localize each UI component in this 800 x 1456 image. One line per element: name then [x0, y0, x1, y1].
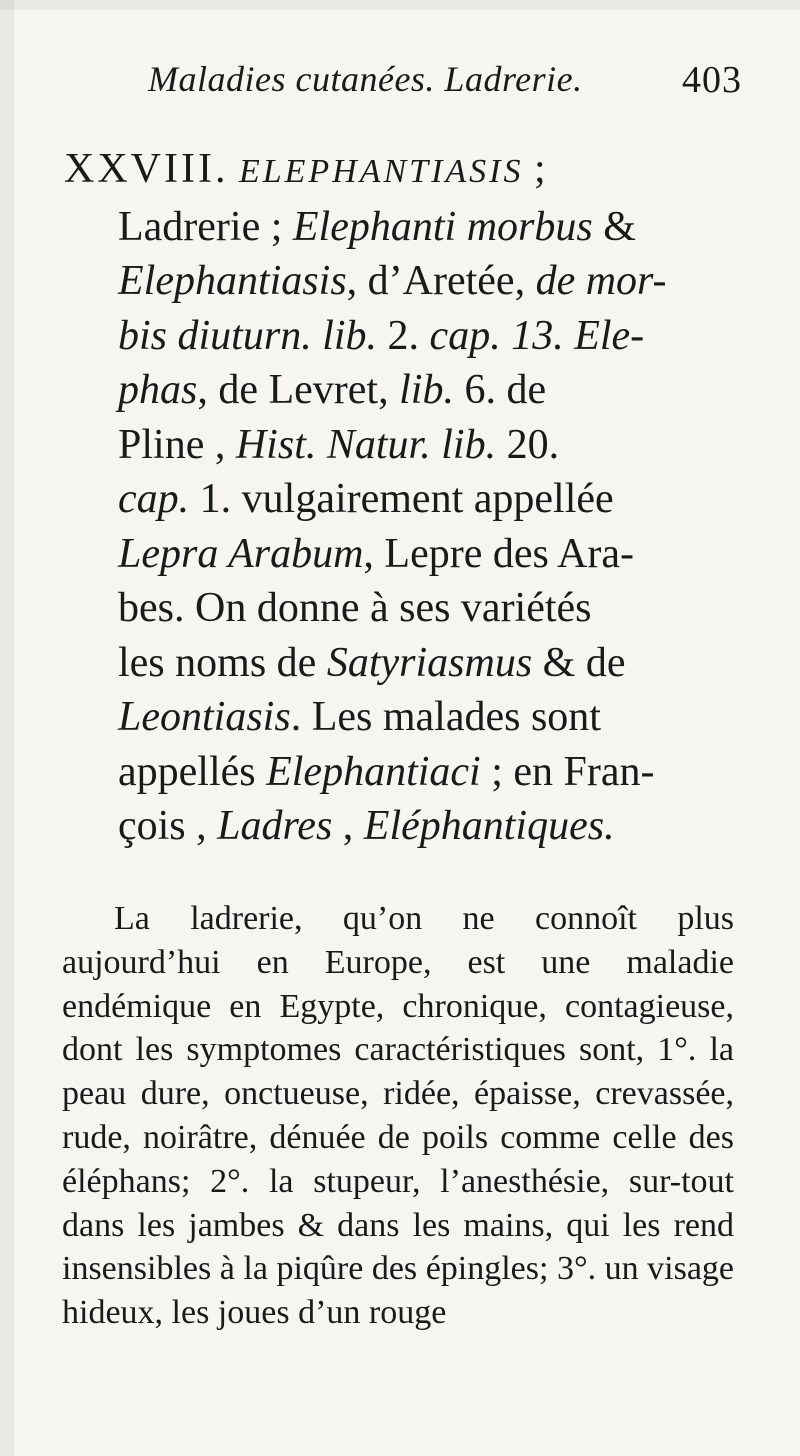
entry-latin: Elephantiasis: [118, 258, 347, 304]
entry-latin: Satyriasmus: [326, 639, 533, 686]
entry-latin: Lepra Arabum: [118, 530, 364, 577]
entry-text: Ladrerie ;: [118, 203, 293, 250]
entry-line-5: [64, 363, 748, 418]
entry-latin: Elephanti morbus: [292, 203, 593, 250]
entry-latin: Ladres: [217, 803, 333, 849]
entry-latin: de mor-: [535, 258, 667, 304]
entry-latin: Hist. Natur. lib.: [235, 421, 497, 468]
entry-latin: cap.: [118, 476, 190, 522]
entry-text: ; en Fran-: [480, 748, 655, 795]
running-title: Maladies cutanées. Ladrerie.: [148, 59, 583, 99]
entry-line-10: [64, 636, 748, 691]
entry-line-3: [64, 254, 748, 309]
entry-text: , de Levret,: [197, 367, 400, 413]
entry-text: 20.: [496, 421, 560, 468]
entry-line-2: [64, 200, 748, 255]
entry-latin: lib.: [399, 367, 454, 413]
entry-latin: Leontiasis: [118, 694, 291, 740]
entry-line-6: [64, 418, 748, 473]
entry-text: & de: [532, 639, 626, 686]
entry-line-11: [64, 690, 748, 745]
entry-latin: Elephantiaci: [266, 748, 481, 795]
page-number: 403: [682, 59, 742, 101]
entry-text: Pline ,: [118, 421, 236, 468]
page-edge-shadow: [0, 0, 14, 1456]
entry-text: çois ,: [118, 803, 218, 849]
entry-text: &: [592, 203, 636, 250]
entry-line-7: [64, 472, 748, 527]
entry-number: XXVIII.: [64, 146, 229, 192]
entry-text: , d’Aretée,: [346, 258, 536, 304]
entry-line-8: [64, 527, 748, 582]
body-paragraph: La ladrerie, qu’on ne connoît plus aujourd’hui en Europe, est une maladie endémique en Egypte, chronique, contagieuse, dont les symptomes caractéristiques sont, 1°. la peau dure, onctueuse, ridée, épaisse, crevassée, rude, noirâtre, dénuée de poils comme celle des éléphans; 2°. la stupeur, l’anesthésie, sur-tout dans les jambes & dans les mains, qui les rend insensibles à la piqûre des épingles; 3°. un visage hideux, les joues d’un rouge: [62, 900, 734, 1332]
entry-line-4: [64, 309, 748, 364]
entry-text: 6. de: [453, 367, 547, 413]
entry-heading-punct: ;: [523, 146, 546, 192]
entry-line-13: [64, 799, 748, 854]
entry-line-1: [64, 142, 748, 200]
entry-latin: cap. 13. Ele-: [429, 312, 645, 359]
entry-text: appellés: [118, 748, 267, 795]
nosology-entry: [64, 142, 748, 854]
entry-latin: Eléphantiques.: [363, 803, 615, 849]
entry-line-9: [64, 581, 748, 636]
entry-line-12: [64, 745, 748, 800]
entry-latin: phas: [118, 367, 198, 413]
entry-text: bes. On donne à ses variétés: [118, 585, 592, 631]
entry-text: , Lepre des Ara-: [363, 530, 634, 577]
entry-text: les noms de: [118, 639, 327, 686]
page-top-shadow: [0, 0, 800, 10]
running-head: [148, 58, 742, 108]
entry-latin: bis diuturn. lib.: [118, 312, 378, 359]
entry-heading: ELEPHANTIASIS: [238, 153, 524, 190]
entry-text: 2.: [377, 312, 430, 359]
entry-text: ,: [332, 803, 364, 849]
entry-text: 1. vulgairement appellée: [189, 476, 614, 522]
entry-text: . Les malades sont: [290, 694, 601, 740]
